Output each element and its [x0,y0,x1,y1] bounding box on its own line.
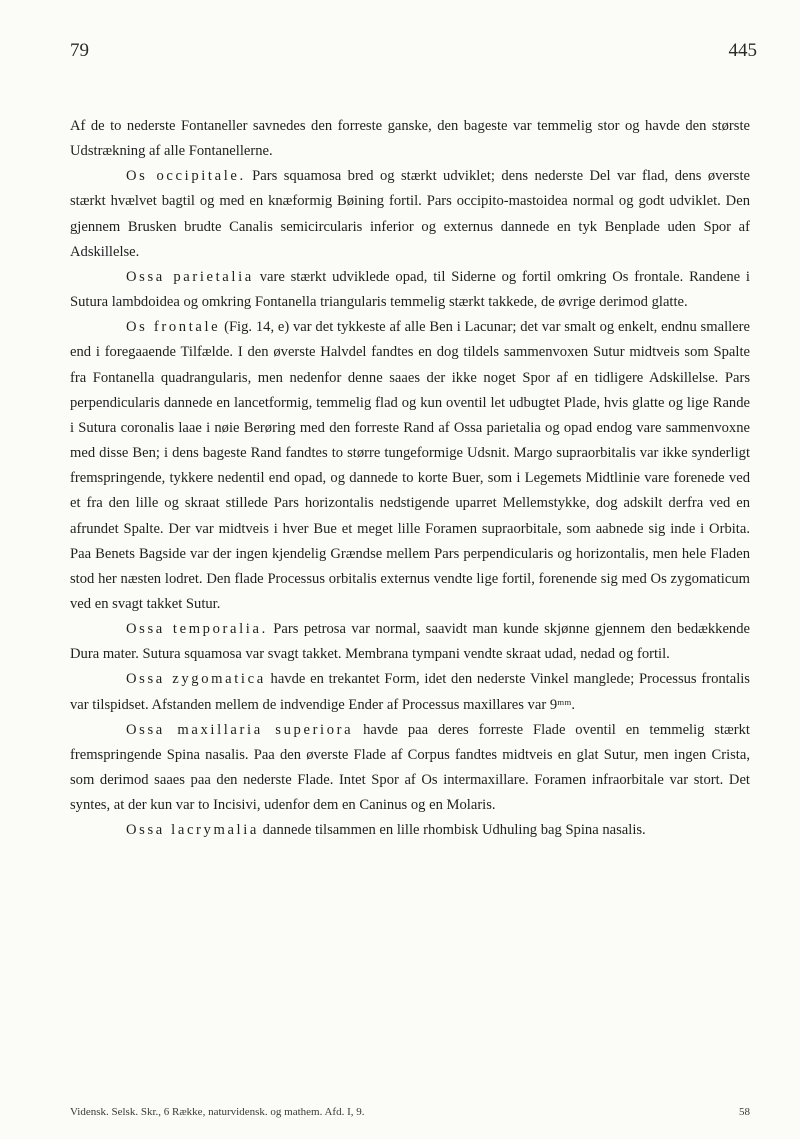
paragraph-ossa-zygomatica [70,667,750,717]
paragraph-heading: Ossa parietalia [126,268,254,285]
paragraph-text: (Fig. 14, e) var det tykkeste af alle Ben i Lacunar; det var smalt og enkelt, endnu smallere end i foregaaende Tilfælde. I den øverste Halvdel fandtes en dog tildels sammenvoxen Sutur midtveis som Spalte fra Fontanella quadrangularis, men nedenfor denne saaes der ikke noget Spor af en tidligere Adskillelse. Pars perpendicularis dannede en lancetformig, temmelig flad og kun oventil let udbugtet Plade, hvis glatte og lige Rande i Sutura coronalis laae i nøie Berøring med den forreste Rand af Ossa parietalia og opad endog vare sammenvoxne med disse Ben; i dens bageste Rand fandtes to større tungeformige Udsnit. Margo supraorbitalis var ikke synderligt fremspringende, tykkere nedentil end opad, og dannede to korte Buer, som i Legemets Midtlinie vare forenede ved et fra den lille og skraat stillede Pars horizontalis nedstigende uparret Mellemstykke, dog adskilt derfra ved en afrundet Spalte. Der var midtveis i hver Bue et meget lille Foramen supraorbitale, som aabnede sig inde i Orbita. Paa Benets Bagside var der ingen kjendelig Grændse mellem Pars perpendicularis og horizontalis, men hele Fladen stod her næsten lodret. Den flade Processus orbitalis externus vendte lige fortil, forenende sig med Os zygomaticum ved en svagt takket Sutur. [70,319,750,612]
paragraph-ossa-maxillaria [70,718,750,819]
paragraph-heading: Ossa temporalia. [126,621,268,638]
paragraph-heading: Os frontale [126,319,221,336]
paragraph-os-occipitale [70,164,750,265]
paragraph-ossa-temporalia [70,617,750,667]
paragraph-text: Pars squamosa bred og stærkt udviklet; dens nederste Del var flad, dens øverste stærkt hvælvet bagtil og med en knæformig Bøining fortil. Pars occipito-mastoidea normal og godt udviklet. Den gjennem Brusken brudte Canalis semicircularis inferior og externus dannede en tyk Benplade uden Spor af Adskillelse. [70,168,750,260]
page-number-right: 445 [728,40,757,61]
paragraph-text: dannede tilsammen en lille rhombisk Udhuling bag Spina nasalis. [259,822,646,839]
page-number-left: 79 [70,40,89,61]
page-footer [70,1106,750,1118]
paragraph-fontaneller [70,114,750,164]
body-text [70,114,750,844]
paragraph-text: havde paa deres forreste Flade oventil en temmelig stærkt fremspringende Spina nasalis. Paa den øverste Flade af Corpus fandtes midtveis en glat Sutur, men ingen Crista, som derimod saaes paa den nederste Flade. Intet Spor af Os intermaxillare. Foramen infraorbitale var stort. Det syntes, at der kun var to Incisivi, udenfor dem en Caninus og en Molaris. [70,721,750,814]
footer-signature-number: 58 [739,1106,750,1118]
paragraph-heading: Ossa lacrymalia [126,822,260,839]
paragraph-heading: Ossa zygomatica [126,671,266,688]
paragraph-text: Pars petrosa var normal, saavidt man kunde skjønne gjennem den bedækkende Dura mater. Sutura squamosa var svagt takket. Membrana tympani vendte skraat udad, nedad og fortil. [70,621,750,663]
paragraph-ossa-parietalia [70,265,750,315]
paragraph-text: vare stærkt udviklede opad, til Siderne og fortil omkring Os frontale. Randene i Sutura lambdoidea og omkring Fontanella triangularis temmelig stærkt takkede, de øvrige derimod glatte. [70,268,750,311]
paragraph-heading: Ossa maxillaria superiora [126,721,354,738]
paragraph-text: Af de to nederste Fontaneller savnedes den forreste ganske, den bageste var temmelig stor og havde den største Udstrækning af alle Fontanellerne. [70,118,750,160]
paragraph-ossa-lacrymalia [70,818,750,843]
footer-citation: Vidensk. Selsk. Skr., 6 Række, naturvidensk. og mathem. Afd. I, 9. [70,1106,365,1118]
paragraph-os-frontale [70,315,750,617]
paragraph-text: havde en trekantet Form, idet den nederste Vinkel manglede; Processus frontalis var tilspidset. Afstanden mellem de indvendige Ender af Processus maxillares var 9ᵐᵐ. [70,671,750,713]
paragraph-heading: Os occipitale. [126,168,246,185]
